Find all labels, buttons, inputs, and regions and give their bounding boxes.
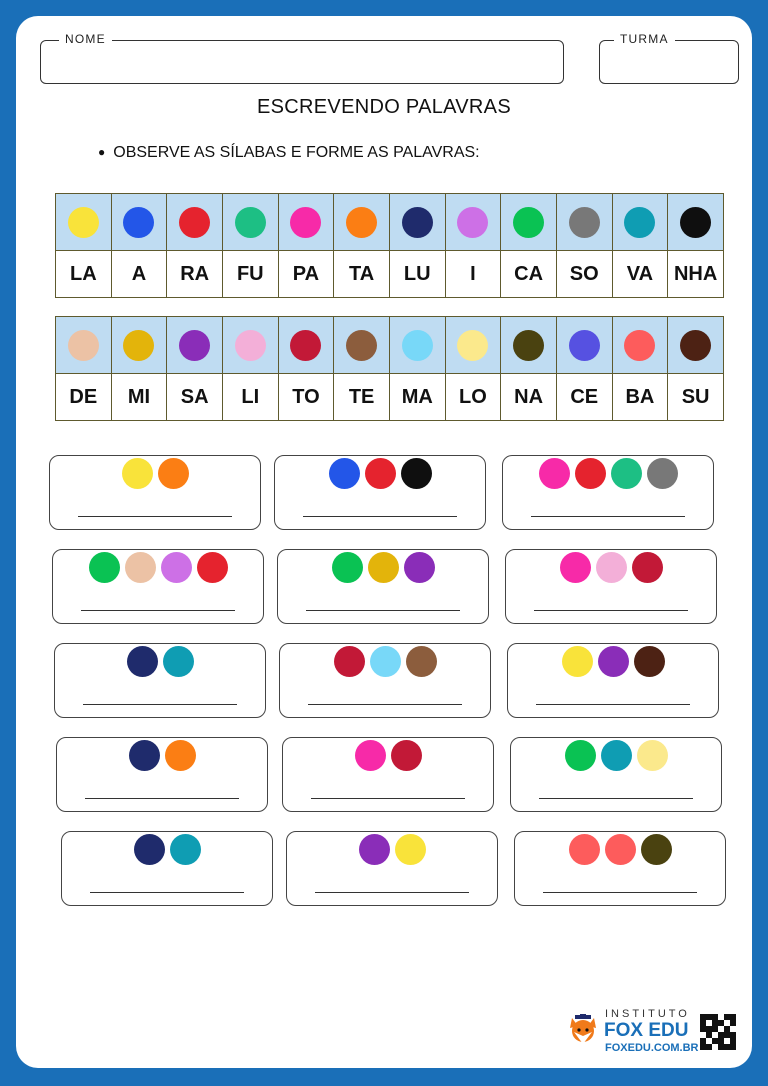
color-cell <box>56 317 112 374</box>
answer-line[interactable] <box>83 704 237 705</box>
color-clue <box>50 458 260 489</box>
word-exercise-box[interactable] <box>510 737 722 812</box>
color-dot <box>235 330 266 361</box>
syllable-cell: BA <box>612 374 668 421</box>
syllable-cell: NHA <box>668 251 724 298</box>
color-cell <box>445 317 501 374</box>
color-cell <box>167 317 223 374</box>
answer-line[interactable] <box>85 798 239 799</box>
color-dot <box>170 834 201 865</box>
answer-line[interactable] <box>534 610 688 611</box>
syllable-cell: TA <box>334 251 390 298</box>
color-dot <box>290 207 321 238</box>
color-clue <box>506 552 716 583</box>
color-clue <box>57 740 267 771</box>
color-cell <box>56 194 112 251</box>
color-dot <box>197 552 228 583</box>
color-dot <box>624 330 655 361</box>
color-clue <box>62 834 272 865</box>
syllable-cell: LA <box>56 251 112 298</box>
answer-line[interactable] <box>81 610 235 611</box>
color-clue <box>53 552 263 583</box>
color-cell <box>111 194 167 251</box>
word-exercise-box[interactable] <box>507 643 719 718</box>
color-dot <box>569 330 600 361</box>
color-dot <box>680 330 711 361</box>
color-cell <box>167 194 223 251</box>
fox-mascot-icon <box>566 1014 600 1048</box>
instruction <box>98 144 480 162</box>
class-label: TURMA <box>614 32 675 46</box>
color-dot <box>596 552 627 583</box>
color-dot <box>123 330 154 361</box>
color-dot <box>161 552 192 583</box>
syllable-cell: FU <box>222 251 278 298</box>
color-dot <box>368 552 399 583</box>
worksheet-page <box>16 16 752 1068</box>
color-dot <box>560 552 591 583</box>
syllable-cell: SO <box>556 251 612 298</box>
color-dot <box>562 646 593 677</box>
class-field[interactable] <box>599 32 739 84</box>
word-exercise-box[interactable] <box>279 643 491 718</box>
syllable-cell: CE <box>556 374 612 421</box>
color-dot <box>127 646 158 677</box>
syllable-cell: A <box>111 251 167 298</box>
color-dot <box>89 552 120 583</box>
color-dot <box>632 552 663 583</box>
color-dot <box>165 740 196 771</box>
color-dot <box>332 552 363 583</box>
answer-line[interactable] <box>78 516 232 517</box>
color-cell <box>334 317 390 374</box>
syllable-cell: CA <box>501 251 557 298</box>
word-exercise-box[interactable] <box>502 455 714 530</box>
color-dot <box>457 207 488 238</box>
color-dot <box>601 740 632 771</box>
color-cell <box>612 194 668 251</box>
color-dot <box>123 207 154 238</box>
color-dot <box>163 646 194 677</box>
word-exercise-box[interactable] <box>282 737 494 812</box>
color-cell <box>278 194 334 251</box>
color-dot <box>513 207 544 238</box>
color-dot <box>404 552 435 583</box>
syllable-row <box>56 251 724 298</box>
color-dot <box>569 834 600 865</box>
color-dot <box>125 552 156 583</box>
answer-line[interactable] <box>536 704 690 705</box>
color-clue <box>283 740 493 771</box>
color-dot <box>575 458 606 489</box>
color-dot <box>402 330 433 361</box>
color-dot <box>513 330 544 361</box>
color-dot <box>637 740 668 771</box>
color-cell <box>445 194 501 251</box>
color-dot <box>134 834 165 865</box>
name-field[interactable] <box>40 32 564 84</box>
name-label: NOME <box>59 32 112 46</box>
answer-line[interactable] <box>303 516 457 517</box>
syllable-cell: LI <box>222 374 278 421</box>
color-cell <box>278 317 334 374</box>
color-dot <box>406 646 437 677</box>
color-clue <box>280 646 490 677</box>
logo-top-text: INSTITUTO <box>605 1008 690 1020</box>
color-dot <box>402 207 433 238</box>
syllable-table-2 <box>55 316 724 421</box>
color-dot <box>129 740 160 771</box>
color-cell <box>556 317 612 374</box>
answer-line[interactable] <box>315 892 469 893</box>
color-dot <box>365 458 396 489</box>
qr-code-icon <box>700 1014 736 1050</box>
color-dot <box>355 740 386 771</box>
color-clue <box>511 740 721 771</box>
color-cell <box>556 194 612 251</box>
color-dot <box>634 646 665 677</box>
color-dot <box>647 458 678 489</box>
syllable-cell: NA <box>501 374 557 421</box>
color-dot <box>329 458 360 489</box>
color-dot <box>565 740 596 771</box>
color-cell <box>222 194 278 251</box>
color-clue <box>55 646 265 677</box>
answer-line[interactable] <box>90 892 244 893</box>
color-dot <box>346 207 377 238</box>
syllable-cell: DE <box>56 374 112 421</box>
color-dot <box>179 330 210 361</box>
word-exercise-box[interactable] <box>286 831 498 906</box>
color-dot <box>605 834 636 865</box>
color-cell <box>668 194 724 251</box>
syllable-cell: LU <box>389 251 445 298</box>
color-dot <box>334 646 365 677</box>
logo-name: FOX EDU <box>604 1020 689 1041</box>
color-cell <box>501 317 557 374</box>
color-cell <box>389 194 445 251</box>
color-dot <box>290 330 321 361</box>
color-clue <box>515 834 725 865</box>
word-exercise-box[interactable] <box>277 549 489 624</box>
color-dot <box>401 458 432 489</box>
answer-line[interactable] <box>308 704 462 705</box>
color-dot <box>370 646 401 677</box>
syllable-row <box>56 374 724 421</box>
answer-line[interactable] <box>306 610 460 611</box>
color-dot <box>611 458 642 489</box>
syllable-cell: SA <box>167 374 223 421</box>
word-exercise-box[interactable] <box>61 831 273 906</box>
answer-line[interactable] <box>543 892 697 893</box>
syllable-cell: TO <box>278 374 334 421</box>
color-row <box>56 194 724 251</box>
color-dot <box>539 458 570 489</box>
color-cell <box>111 317 167 374</box>
color-cell <box>501 194 557 251</box>
color-dot <box>235 207 266 238</box>
color-dot <box>68 330 99 361</box>
color-dot <box>457 330 488 361</box>
color-dot <box>68 207 99 238</box>
word-exercise-box[interactable] <box>52 549 264 624</box>
syllable-cell: I <box>445 251 501 298</box>
color-dot <box>391 740 422 771</box>
word-exercise-box[interactable] <box>56 737 268 812</box>
instruction-text: OBSERVE AS SÍLABAS E FORME AS PALAVRAS: <box>113 144 480 161</box>
color-dot <box>359 834 390 865</box>
answer-line[interactable] <box>539 798 693 799</box>
word-exercise-box[interactable] <box>505 549 717 624</box>
color-clue <box>287 834 497 865</box>
color-dot <box>179 207 210 238</box>
foxedu-logo <box>566 1008 746 1058</box>
syllable-cell: VA <box>612 251 668 298</box>
color-cell <box>612 317 668 374</box>
color-dot <box>641 834 672 865</box>
color-dot <box>569 207 600 238</box>
page-title: ESCREVENDO PALAVRAS <box>257 96 511 118</box>
syllable-cell: LO <box>445 374 501 421</box>
word-exercise-box[interactable] <box>514 831 726 906</box>
word-exercise-box[interactable] <box>49 455 261 530</box>
color-row <box>56 317 724 374</box>
color-clue <box>508 646 718 677</box>
color-dot <box>680 207 711 238</box>
color-dot <box>122 458 153 489</box>
color-cell <box>334 194 390 251</box>
syllable-cell: TE <box>334 374 390 421</box>
color-cell <box>389 317 445 374</box>
color-clue <box>275 458 485 489</box>
color-cell <box>668 317 724 374</box>
logo-url: FOXEDU.COM.BR <box>605 1042 699 1054</box>
word-exercise-box[interactable] <box>54 643 266 718</box>
answer-line[interactable] <box>311 798 465 799</box>
color-dot <box>346 330 377 361</box>
color-cell <box>222 317 278 374</box>
syllable-cell: MA <box>389 374 445 421</box>
bullet-icon: ● <box>98 145 106 159</box>
syllable-cell: MI <box>111 374 167 421</box>
word-exercise-box[interactable] <box>274 455 486 530</box>
color-dot <box>158 458 189 489</box>
color-clue <box>503 458 713 489</box>
color-clue <box>278 552 488 583</box>
color-dot <box>395 834 426 865</box>
syllable-cell: PA <box>278 251 334 298</box>
answer-line[interactable] <box>531 516 685 517</box>
syllable-cell: SU <box>668 374 724 421</box>
color-dot <box>624 207 655 238</box>
syllable-cell: RA <box>167 251 223 298</box>
syllable-table-1 <box>55 193 724 298</box>
color-dot <box>598 646 629 677</box>
